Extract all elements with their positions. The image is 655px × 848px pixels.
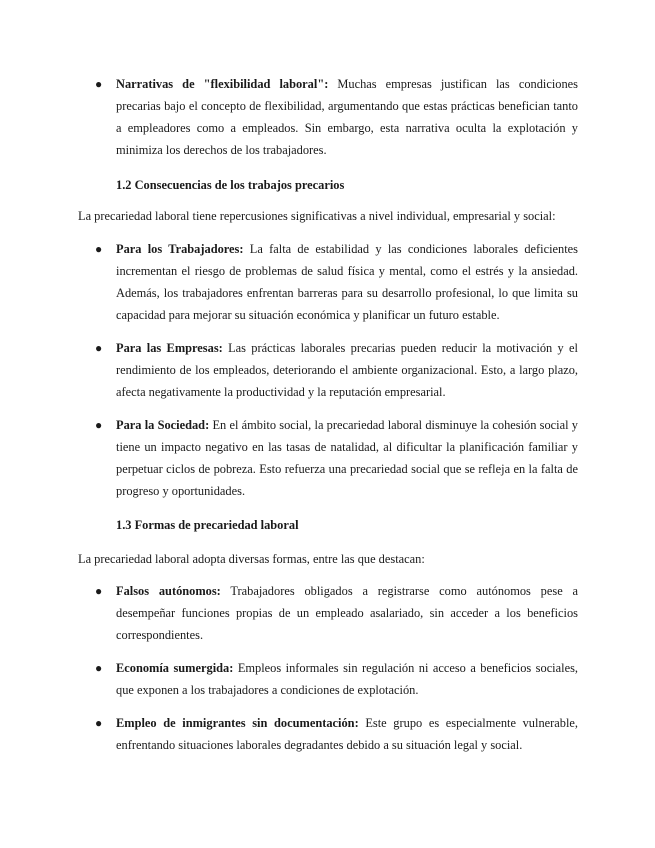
bullet-dot: ● [95, 77, 103, 91]
bullet-body: Trabajadores obligados a registrarse como autónomos pese a desempeñar funciones propias de un empleado asalariado, sin acceder a los beneficios correspondientes. [116, 584, 579, 642]
bullet-narrativas [78, 73, 578, 161]
bullet-text [116, 337, 578, 403]
bullet-label: Para las Empresas: [116, 341, 223, 355]
heading-1-2: 1.2 Consecuencias de los trabajos precarios [116, 178, 345, 192]
bullet-label: Economía sumergida: [116, 661, 234, 675]
bullet-empresas [78, 337, 578, 403]
bullet-body: Las prácticas laborales precarias pueden reducir la motivación y el rendimiento de los empleados, deteriorando el ambiente organizacional. Esto, a largo plazo, afecta negativamente la productividad y la reputación empresarial. [116, 341, 578, 399]
heading-1-3: 1.3 Formas de precariedad laboral [116, 518, 299, 532]
bullet-body: Empleos informales sin regulación ni acceso a beneficios sociales, que exponen a los trabajadores a condiciones de explotación. [116, 661, 578, 697]
intro-1-3: La precariedad laboral adopta diversas formas, entre las que destacan: [78, 552, 425, 566]
bullet-body: Este grupo es especialmente vulnerable, enfrentando situaciones laborales degradantes debido a su situación legal y social. [116, 716, 578, 752]
bullet-dot: ● [95, 661, 103, 675]
bullet-text [116, 238, 578, 326]
bullet-text [116, 414, 578, 502]
bullet-dot: ● [95, 418, 103, 432]
bullet-text [116, 73, 578, 161]
bullet-inmigrantes [78, 712, 578, 756]
intro-1-2: La precariedad laboral tiene repercusiones significativas a nivel individual, empresarial y social: [78, 209, 556, 223]
bullet-body: En el ámbito social, la precariedad laboral disminuye la cohesión social y tiene un impacto negativo en las tasas de natalidad, al dificultar la planificación familiar y perpetuar ciclos de pobreza. Esto refuerza una precariedad social que se refleja en la falta de progreso y oportunidades. [116, 418, 578, 498]
bullet-sociedad [78, 414, 578, 502]
bullet-dot: ● [95, 242, 103, 256]
bullet-label: Para los Trabajadores: [116, 242, 244, 256]
bullet-text [116, 657, 578, 701]
bullet-label: Narrativas de "flexibilidad laboral": [116, 77, 329, 91]
bullet-falsos-autonomos [78, 580, 578, 646]
bullet-label: Falsos autónomos: [116, 584, 221, 598]
bullet-trabajadores [78, 238, 578, 326]
bullet-dot: ● [95, 584, 103, 598]
bullet-dot: ● [95, 716, 103, 730]
bullet-body: Muchas empresas justifican las condiciones precarias bajo el concepto de flexibilidad, argumentando que estas prácticas benefician tanto a empleadores como a empleados. Sin embargo, esta narrativa oculta la explotación y minimiza los derechos de los trabajadores. [116, 77, 578, 157]
bullet-label: Empleo de inmigrantes sin documentación: [116, 716, 359, 730]
bullet-text [116, 712, 578, 756]
bullet-body: La falta de estabilidad y las condiciones laborales deficientes incrementan el riesgo de problemas de salud física y mental, como el estrés y la ansiedad. Además, los trabajadores enfrentan barreras para su desarrollo profesional, lo que limita su capacidad para mejorar su situación económica y planificar un futuro estable. [116, 242, 578, 322]
bullet-dot: ● [95, 341, 103, 355]
bullet-economia-sumergida [78, 657, 578, 701]
bullet-text [116, 580, 578, 646]
bullet-label: Para la Sociedad: [116, 418, 210, 432]
